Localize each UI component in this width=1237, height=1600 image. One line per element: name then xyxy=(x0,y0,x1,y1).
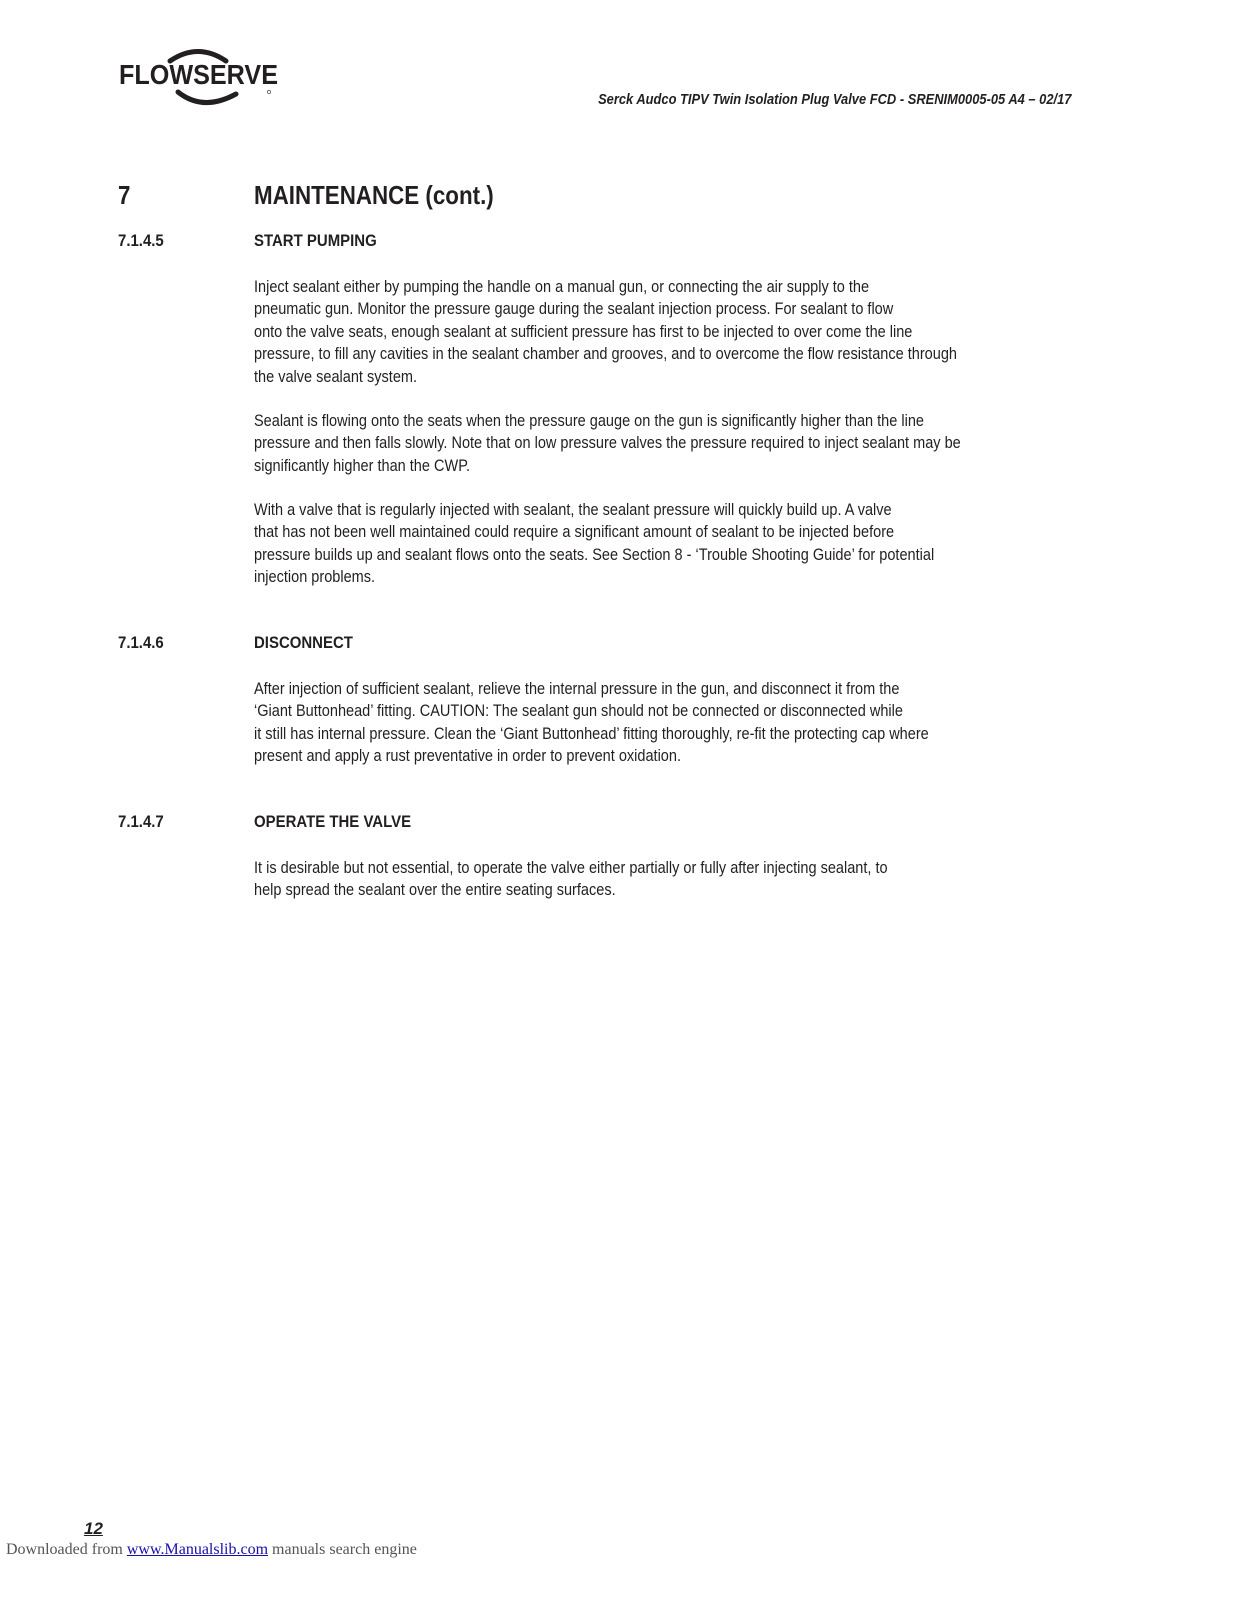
operate-valve-paragraph: It is desirable but not essential, to operate the valve either partially or fully after injecting sealant, to help spread the sealant over the entire seating surfaces. xyxy=(254,859,888,900)
start-pumping-paragraph-3: With a valve that is regularly injected with sealant, the sealant pressure will quickly build up. A valve that has not been well maintained could require a significant amount of sealant to be injected before pressure builds up and sealant flows onto the seats. See Section 8 - ‘Trouble Shooting Guide’ for potential injection problems. xyxy=(254,501,935,587)
subsection-number-operate-valve: 7.1.4.7 xyxy=(118,812,164,831)
section-number: 7 xyxy=(118,180,131,210)
subsection-title-start-pumping: START PUMPING xyxy=(254,231,377,250)
logo-wordmark: FLOWSERVE xyxy=(119,59,278,90)
subsection-title-operate-valve: OPERATE THE VALVE xyxy=(254,812,412,831)
subsection-number-disconnect: 7.1.4.6 xyxy=(118,633,164,652)
document-header-title: Serck Audco TIPV Twin Isolation Plug Valve FCD - SRENIM0005-05 A4 – 02/17 xyxy=(597,91,1071,108)
subsection-title-disconnect: DISCONNECT xyxy=(254,633,353,652)
flowserve-logo-graphic xyxy=(118,44,283,110)
subsection-number-start-pumping: 7.1.4.5 xyxy=(118,231,164,250)
disconnect-paragraph: After injection of sufficient sealant, relieve the internal pressure in the gun, and disconnect it from the ‘Giant Buttonhead’ fitting. CAUTION: The sealant gun should not be connected or disconnected while it still has internal pressure. Clean the ‘Giant Buttonhead’ fitting thoroughly, re-fit the protecting cap where present and apply a rust preventative in order to prevent oxidation. xyxy=(254,680,929,766)
footer-suffix: manuals search engine xyxy=(268,1541,417,1558)
start-pumping-paragraph-2: Sealant is flowing onto the seats when the pressure gauge on the gun is significantly higher than the line pressure and then falls slowly. Note that on low pressure valves the pressure required to inject sealant may be significantly higher than the CWP. xyxy=(254,412,961,475)
footer-prefix: Downloaded from xyxy=(6,1541,127,1558)
flowserve-logo xyxy=(118,44,283,110)
manualslib-link[interactable]: www.Manualslib.com xyxy=(126,1541,269,1558)
section-title: MAINTENANCE (cont.) xyxy=(254,180,494,210)
page-number: 12 xyxy=(84,1519,103,1538)
download-footer xyxy=(6,1541,417,1559)
start-pumping-paragraph-1: Inject sealant either by pumping the handle on a manual gun, or connecting the air supply to the pneumatic gun. Monitor the pressure gauge during the sealant injection process. For sealant to flow onto the valve seats, enough sealant at sufficient pressure has first to be injected to over come the line pressure, to fill any cavities in the sealant chamber and grooves, and to overcome the flow resistance through the valve sealant system. xyxy=(254,278,957,386)
